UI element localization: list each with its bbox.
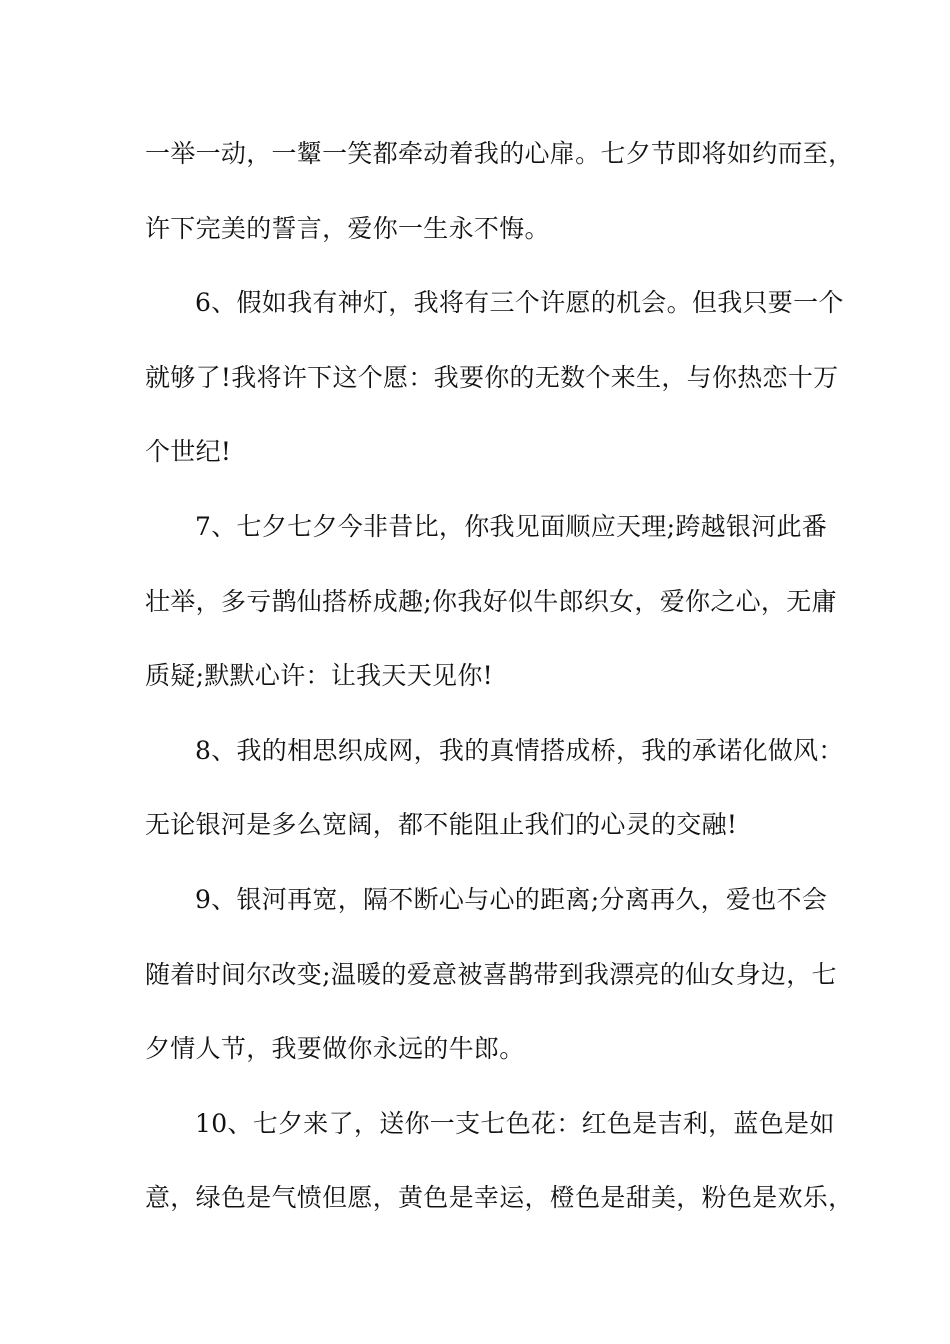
text-line: 个世纪!	[145, 437, 232, 467]
text-line: 质疑;默默心许：让我天天见你!	[145, 661, 493, 691]
paragraph-8-start: 8、我的相思织成网，我的真情搭成桥，我的承诺化做风：	[195, 735, 844, 765]
text-line: 无论银河是多么宽阔，都不能阻止我们的心灵的交融!	[145, 810, 738, 840]
text-line: 许下完美的誓言，爱你一生永不悔。	[145, 213, 550, 243]
document-body	[145, 124, 854, 1243]
paragraph-10-start: 10、七夕来了，送你一支七色花：红色是吉利，蓝色是如	[195, 1108, 835, 1138]
text-line: 就够了!我将许下这个愿：我要你的无数个来生，与你热恋十万	[145, 362, 839, 392]
text-line: 随着时间尔改变;温暖的爱意被喜鹊带到我漂亮的仙女身边，七	[145, 959, 837, 989]
paragraph-7-start: 7、七夕七夕今非昔比，你我见面顺应天理;跨越银河此番	[195, 511, 828, 541]
text-line: 壮举，多亏鹊仙搭桥成趣;你我好似牛郎织女，爱你之心，无庸	[145, 586, 837, 616]
paragraph-6-start: 6、假如我有神灯，我将有三个许愿的机会。但我只要一个	[195, 288, 844, 318]
text-line: 夕情人节，我要做你永远的牛郎。	[145, 1034, 525, 1064]
text-line: 一举一动，一颦一笑都牵动着我的心扉。七夕节即将如约而至，	[145, 139, 854, 168]
paragraph-9-start: 9、银河再宽，隔不断心与心的距离;分离再久，爱也不会	[195, 884, 828, 914]
text-line: 意，绿色是气愤但愿，黄色是幸运，橙色是甜美，粉色是欢乐，	[145, 1183, 854, 1213]
